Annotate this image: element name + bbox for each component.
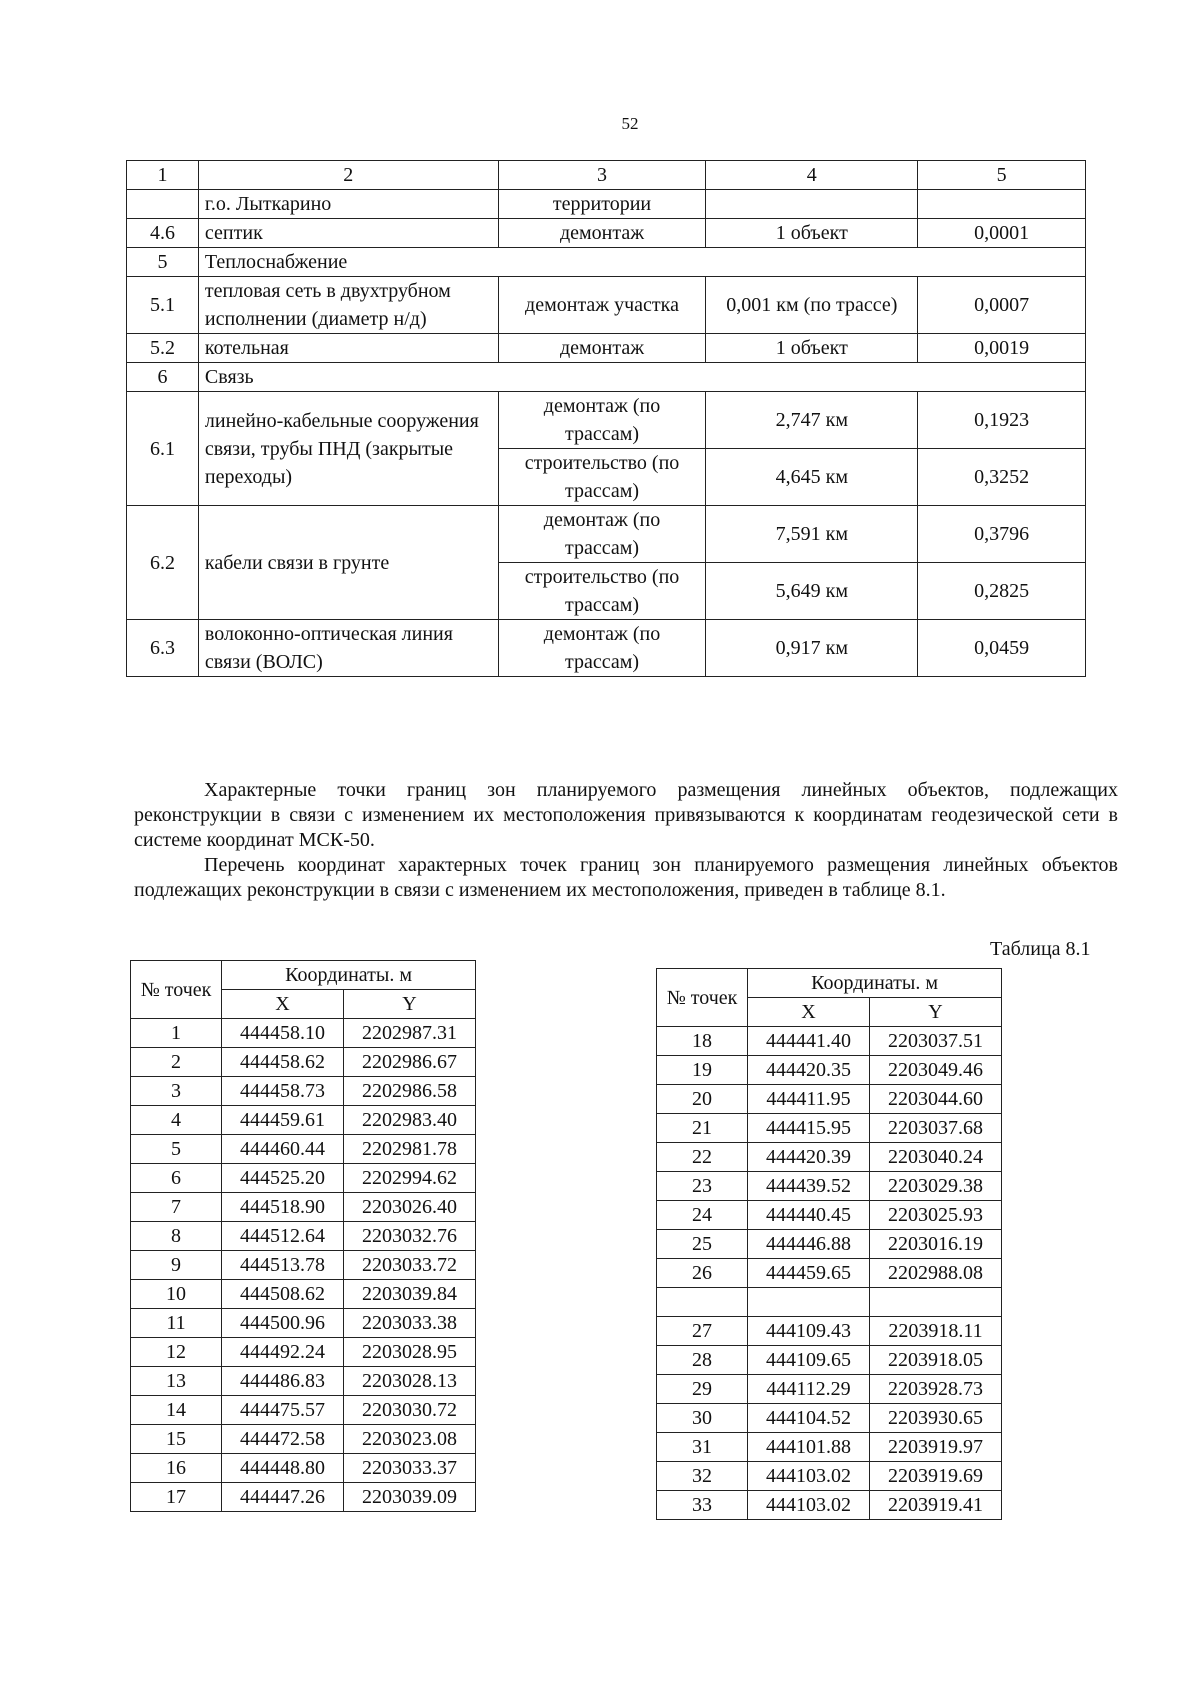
point-number: 29 <box>657 1375 748 1404</box>
y-coordinate: 2203025.93 <box>869 1201 1001 1230</box>
point-number: 13 <box>131 1367 222 1396</box>
area: 0,2825 <box>918 563 1086 620</box>
area <box>918 190 1086 219</box>
y-coordinate: 2203919.41 <box>869 1491 1001 1520</box>
point-number: 3 <box>131 1077 222 1106</box>
x-coordinate: 444458.62 <box>222 1048 344 1077</box>
point-number: 4 <box>131 1106 222 1135</box>
points-column-header: № точек <box>657 969 748 1027</box>
table-row <box>127 506 1086 563</box>
table-row <box>127 334 1086 363</box>
quantity <box>706 190 918 219</box>
quantity: 7,591 км <box>706 506 918 563</box>
x-coordinate: 444441.40 <box>748 1027 870 1056</box>
x-coordinate: 444112.29 <box>748 1375 870 1404</box>
coord-row <box>131 1135 476 1164</box>
table-row <box>127 219 1086 248</box>
x-coordinate: 444101.88 <box>748 1433 870 1462</box>
x-header: X <box>222 990 344 1019</box>
coord-row <box>657 1259 1002 1288</box>
x-coordinate <box>748 1288 870 1317</box>
row-number: 6 <box>127 363 199 392</box>
point-number: 6 <box>131 1164 222 1193</box>
x-header: X <box>748 998 870 1027</box>
area: 0,0019 <box>918 334 1086 363</box>
point-number: 22 <box>657 1143 748 1172</box>
point-number: 27 <box>657 1317 748 1346</box>
coord-row <box>657 1375 1002 1404</box>
table-row <box>127 277 1086 334</box>
x-coordinate: 444104.52 <box>748 1404 870 1433</box>
y-header: Y <box>869 998 1001 1027</box>
y-coordinate: 2203930.65 <box>869 1404 1001 1433</box>
x-coordinate: 444448.80 <box>222 1454 344 1483</box>
coord-row <box>131 1338 476 1367</box>
work-type: строительство (по трассам) <box>498 563 706 620</box>
coord-row <box>131 1164 476 1193</box>
quantity: 1 объект <box>706 334 918 363</box>
y-coordinate: 2203026.40 <box>343 1193 475 1222</box>
x-coordinate: 444508.62 <box>222 1280 344 1309</box>
section-title: Связь <box>198 363 1085 392</box>
x-coordinate: 444439.52 <box>748 1172 870 1201</box>
coord-row <box>131 1425 476 1454</box>
coord-row <box>657 1085 1002 1114</box>
work-type: демонтаж <box>498 219 706 248</box>
x-coordinate: 444109.43 <box>748 1317 870 1346</box>
coord-row <box>657 1317 1002 1346</box>
column-number: 2 <box>198 161 498 190</box>
x-coordinate: 444513.78 <box>222 1251 344 1280</box>
point-number: 5 <box>131 1135 222 1164</box>
coord-row <box>131 1280 476 1309</box>
object-name: линейно-кабельные сооружения связи, трубы ПНД (закрытые переходы) <box>198 392 498 506</box>
point-number: 18 <box>657 1027 748 1056</box>
y-coordinate: 2202986.67 <box>343 1048 475 1077</box>
coord-row <box>657 1172 1002 1201</box>
table-row <box>127 248 1086 277</box>
x-coordinate: 444512.64 <box>222 1222 344 1251</box>
main-table <box>126 160 1086 677</box>
y-coordinate: 2203033.72 <box>343 1251 475 1280</box>
y-coordinate: 2202988.08 <box>869 1259 1001 1288</box>
column-number: 5 <box>918 161 1086 190</box>
table-row <box>127 392 1086 449</box>
coord-row <box>657 1230 1002 1259</box>
point-number: 17 <box>131 1483 222 1512</box>
x-coordinate: 444411.95 <box>748 1085 870 1114</box>
row-number <box>127 190 199 219</box>
y-coordinate: 2203037.51 <box>869 1027 1001 1056</box>
y-coordinate: 2203918.05 <box>869 1346 1001 1375</box>
y-coordinate: 2203033.37 <box>343 1454 475 1483</box>
y-coordinate: 2202981.78 <box>343 1135 475 1164</box>
coord-row <box>131 1483 476 1512</box>
paragraph-2: Перечень координат характерных точек границ зон планируемого размещения линейных объектов подлежащих реконструкции в связи с изменением их местоположения, приведен в таблице 8.1. <box>134 854 1118 901</box>
y-coordinate: 2202987.31 <box>343 1019 475 1048</box>
coord-row <box>657 1114 1002 1143</box>
point-number: 33 <box>657 1491 748 1520</box>
point-number: 23 <box>657 1172 748 1201</box>
point-number: 11 <box>131 1309 222 1338</box>
coord-row <box>131 1309 476 1338</box>
point-number: 10 <box>131 1280 222 1309</box>
x-coordinate: 444459.65 <box>748 1259 870 1288</box>
column-number: 3 <box>498 161 706 190</box>
y-coordinate: 2203919.69 <box>869 1462 1001 1491</box>
point-number: 21 <box>657 1114 748 1143</box>
coord-row <box>131 1077 476 1106</box>
coord-header-row <box>657 969 1002 998</box>
y-coordinate: 2202983.40 <box>343 1106 475 1135</box>
row-number: 5.2 <box>127 334 199 363</box>
x-coordinate: 444109.65 <box>748 1346 870 1375</box>
coord-row <box>657 1346 1002 1375</box>
area: 0,3796 <box>918 506 1086 563</box>
point-number: 24 <box>657 1201 748 1230</box>
area: 0,0001 <box>918 219 1086 248</box>
page-number: 52 <box>621 114 639 133</box>
quantity: 5,649 км <box>706 563 918 620</box>
object-name: кабели связи в грунте <box>198 506 498 620</box>
work-type: демонтаж (по трассам) <box>498 506 706 563</box>
point-number: 16 <box>131 1454 222 1483</box>
object-name: г.о. Лыткарино <box>198 190 498 219</box>
point-number: 2 <box>131 1048 222 1077</box>
coord-row <box>131 1019 476 1048</box>
y-coordinate: 2203918.11 <box>869 1317 1001 1346</box>
point-number: 1 <box>131 1019 222 1048</box>
x-coordinate: 444459.61 <box>222 1106 344 1135</box>
y-coordinate: 2203919.97 <box>869 1433 1001 1462</box>
row-number: 6.3 <box>127 620 199 677</box>
table-header-row <box>127 161 1086 190</box>
area: 0,0459 <box>918 620 1086 677</box>
x-coordinate: 444518.90 <box>222 1193 344 1222</box>
point-number: 9 <box>131 1251 222 1280</box>
y-coordinate: 2203928.73 <box>869 1375 1001 1404</box>
coordinates-header: Координаты. м <box>748 969 1002 998</box>
y-coordinate: 2203032.76 <box>343 1222 475 1251</box>
table-row <box>127 363 1086 392</box>
y-coordinate: 2203039.09 <box>343 1483 475 1512</box>
quantity: 2,747 км <box>706 392 918 449</box>
x-coordinate: 444500.96 <box>222 1309 344 1338</box>
work-type: демонтаж (по трассам) <box>498 620 706 677</box>
coordinates-header: Координаты. м <box>222 961 476 990</box>
x-coordinate: 444472.58 <box>222 1425 344 1454</box>
point-number: 28 <box>657 1346 748 1375</box>
coord-row <box>657 1027 1002 1056</box>
work-type: строительство (по трассам) <box>498 449 706 506</box>
area: 0,1923 <box>918 392 1086 449</box>
table-caption: Таблица 8.1 <box>990 938 1091 960</box>
x-coordinate: 444420.35 <box>748 1056 870 1085</box>
point-number: 25 <box>657 1230 748 1259</box>
y-coordinate: 2203029.38 <box>869 1172 1001 1201</box>
column-number: 4 <box>706 161 918 190</box>
point-number: 14 <box>131 1396 222 1425</box>
y-header: Y <box>343 990 475 1019</box>
y-coordinate: 2203049.46 <box>869 1056 1001 1085</box>
coord-row <box>657 1433 1002 1462</box>
object-name: тепловая сеть в двухтрубном исполнении (диаметр н/д) <box>198 277 498 334</box>
row-number: 6.1 <box>127 392 199 506</box>
x-coordinate: 444440.45 <box>748 1201 870 1230</box>
x-coordinate: 444475.57 <box>222 1396 344 1425</box>
quantity: 1 объект <box>706 219 918 248</box>
object-name: котельная <box>198 334 498 363</box>
work-type: демонтаж (по трассам) <box>498 392 706 449</box>
coord-row <box>131 1454 476 1483</box>
row-number: 4.6 <box>127 219 199 248</box>
y-coordinate: 2203040.24 <box>869 1143 1001 1172</box>
y-coordinate: 2202986.58 <box>343 1077 475 1106</box>
y-coordinate: 2202994.62 <box>343 1164 475 1193</box>
coord-row <box>657 1201 1002 1230</box>
area: 0,3252 <box>918 449 1086 506</box>
coord-row <box>131 1222 476 1251</box>
section-title: Теплоснабжение <box>198 248 1085 277</box>
coord-row <box>657 1491 1002 1520</box>
coord-row <box>131 1048 476 1077</box>
row-number: 6.2 <box>127 506 199 620</box>
points-column-header: № точек <box>131 961 222 1019</box>
x-coordinate: 444447.26 <box>222 1483 344 1512</box>
coord-row <box>657 1056 1002 1085</box>
work-type: территории <box>498 190 706 219</box>
point-number: 8 <box>131 1222 222 1251</box>
coord-row <box>657 1404 1002 1433</box>
object-name: волоконно-оптическая линия связи (ВОЛС) <box>198 620 498 677</box>
y-coordinate <box>869 1288 1001 1317</box>
coord-row <box>657 1462 1002 1491</box>
point-number: 12 <box>131 1338 222 1367</box>
text-paragraphs <box>134 778 1118 903</box>
coord-header-row <box>131 961 476 990</box>
work-type: демонтаж <box>498 334 706 363</box>
point-number: 15 <box>131 1425 222 1454</box>
coord-row <box>657 1143 1002 1172</box>
point-number: 19 <box>657 1056 748 1085</box>
coord-row <box>131 1106 476 1135</box>
quantity: 0,917 км <box>706 620 918 677</box>
coord-row <box>131 1396 476 1425</box>
x-coordinate: 444458.73 <box>222 1077 344 1106</box>
quantity: 0,001 км (по трассе) <box>706 277 918 334</box>
point-number: 30 <box>657 1404 748 1433</box>
x-coordinate: 444525.20 <box>222 1164 344 1193</box>
x-coordinate: 444460.44 <box>222 1135 344 1164</box>
quantity: 4,645 км <box>706 449 918 506</box>
y-coordinate: 2203039.84 <box>343 1280 475 1309</box>
y-coordinate: 2203016.19 <box>869 1230 1001 1259</box>
y-coordinate: 2203030.72 <box>343 1396 475 1425</box>
x-coordinate: 444446.88 <box>748 1230 870 1259</box>
point-number <box>657 1288 748 1317</box>
coord-row <box>131 1367 476 1396</box>
table-row <box>127 620 1086 677</box>
point-number: 7 <box>131 1193 222 1222</box>
y-coordinate: 2203028.95 <box>343 1338 475 1367</box>
paragraph-1: Характерные точки границ зон планируемого размещения линейных объектов, подлежащих реконструкции в связи с изменением их местоположения привязываются к координатам геодезической сети в системе координат МСК-50. <box>134 779 1118 851</box>
point-number: 20 <box>657 1085 748 1114</box>
row-number: 5.1 <box>127 277 199 334</box>
row-number: 5 <box>127 248 199 277</box>
x-coordinate: 444103.02 <box>748 1462 870 1491</box>
x-coordinate: 444103.02 <box>748 1491 870 1520</box>
x-coordinate: 444486.83 <box>222 1367 344 1396</box>
coord-row <box>131 1193 476 1222</box>
coordinates-table-right <box>656 968 1002 1520</box>
y-coordinate: 2203037.68 <box>869 1114 1001 1143</box>
x-coordinate: 444458.10 <box>222 1019 344 1048</box>
coord-row <box>131 1251 476 1280</box>
x-coordinate: 444415.95 <box>748 1114 870 1143</box>
y-coordinate: 2203028.13 <box>343 1367 475 1396</box>
x-coordinate: 444492.24 <box>222 1338 344 1367</box>
work-type: демонтаж участка <box>498 277 706 334</box>
point-number: 32 <box>657 1462 748 1491</box>
point-number: 26 <box>657 1259 748 1288</box>
object-name: септик <box>198 219 498 248</box>
x-coordinate: 444420.39 <box>748 1143 870 1172</box>
table-row <box>127 190 1086 219</box>
column-number: 1 <box>127 161 199 190</box>
coord-row <box>657 1288 1002 1317</box>
y-coordinate: 2203044.60 <box>869 1085 1001 1114</box>
y-coordinate: 2203033.38 <box>343 1309 475 1338</box>
coordinates-table-left <box>130 960 476 1512</box>
point-number: 31 <box>657 1433 748 1462</box>
y-coordinate: 2203023.08 <box>343 1425 475 1454</box>
area: 0,0007 <box>918 277 1086 334</box>
